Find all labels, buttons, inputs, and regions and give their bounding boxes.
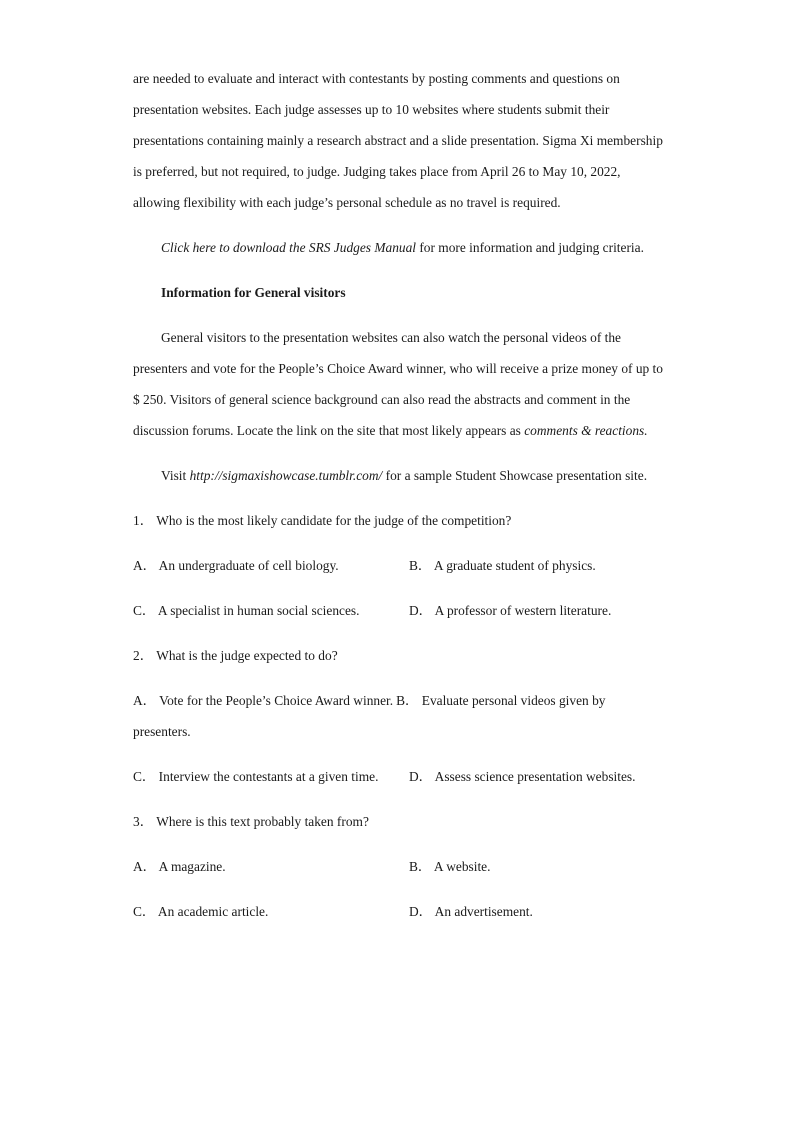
question-1-options-row-1	[133, 550, 663, 581]
question-2-options-row-1	[133, 685, 663, 747]
passage-paragraph-4	[133, 460, 663, 491]
question-3-option-d: D． An advertisement.	[409, 904, 533, 919]
comments-reactions-text: comments & reactions.	[524, 423, 648, 438]
passage-paragraph-1: are needed to evaluate and interact with contestants by posting comments and questions on presentation websites. Each judge assesses up to 10 websites where students submit their presentations containing mainly a research abstract and a slide presentation. Sigma Xi membership is preferred, but not required, to judge. Judging takes place from April 26 to May 10, 2022, allowing flexibility with each judge’s personal schedule as no travel is required.	[133, 71, 663, 210]
question-1-option-c: C． A specialist in human social sciences.	[133, 603, 360, 618]
question-3-option-a: A． A magazine.	[133, 859, 226, 874]
visit-text-rest: for a sample Student Showcase presentation site.	[382, 468, 648, 483]
question-2-option-c: C． Interview the contestants at a given time.	[133, 769, 379, 784]
question-3-stem: 3． Where is this text probably taken from?	[133, 814, 369, 829]
question-3-options-row-1	[133, 851, 663, 882]
question-1-option-d: D． A professor of western literature.	[409, 603, 612, 618]
passage-paragraph-3-text: General visitors to the presentation websites can also watch the personal videos of the presenters and vote for the People’s Choice Award winner, who will receive a prize money of up to $ 250. Visitors of general science background can also read the abstracts and comment in the discussion forums. Locate the link on the site that most likely appears as	[133, 330, 663, 438]
document-page	[133, 63, 663, 927]
passage-paragraph-3	[133, 322, 663, 446]
passage-paragraph-2-rest: for more information and judging criteria.	[416, 240, 644, 255]
question-2-option-d: D． Assess science presentation websites.	[409, 769, 636, 784]
question-3-option-b: B． A website.	[409, 859, 491, 874]
question-3-options-row-2	[133, 896, 663, 927]
question-2-options-row-2	[133, 761, 663, 792]
question-2-stem: 2． What is the judge expected to do?	[133, 648, 338, 663]
section-heading: Information for General visitors	[161, 285, 346, 300]
question-1-stem: 1． Who is the most likely candidate for the judge of the competition?	[133, 513, 512, 528]
passage-paragraph-2	[133, 232, 663, 263]
question-3-option-c: C． An academic article.	[133, 904, 269, 919]
question-1-options-row-2	[133, 595, 663, 626]
question-2-option-a: A． Vote for the People’s Choice Award winner.	[133, 693, 394, 708]
visit-text: Visit	[161, 468, 190, 483]
judges-manual-link[interactable]: Click here to download the SRS Judges Manual	[161, 240, 416, 255]
showcase-url-link[interactable]: http://sigmaxishowcase.tumblr.com/	[189, 468, 383, 483]
question-1-option-b: B． A graduate student of physics.	[409, 558, 596, 573]
question-1-option-a: A． An undergraduate of cell biology.	[133, 558, 339, 573]
question-2-option-b: B． Evaluate personal videos given by presenters.	[133, 693, 606, 739]
